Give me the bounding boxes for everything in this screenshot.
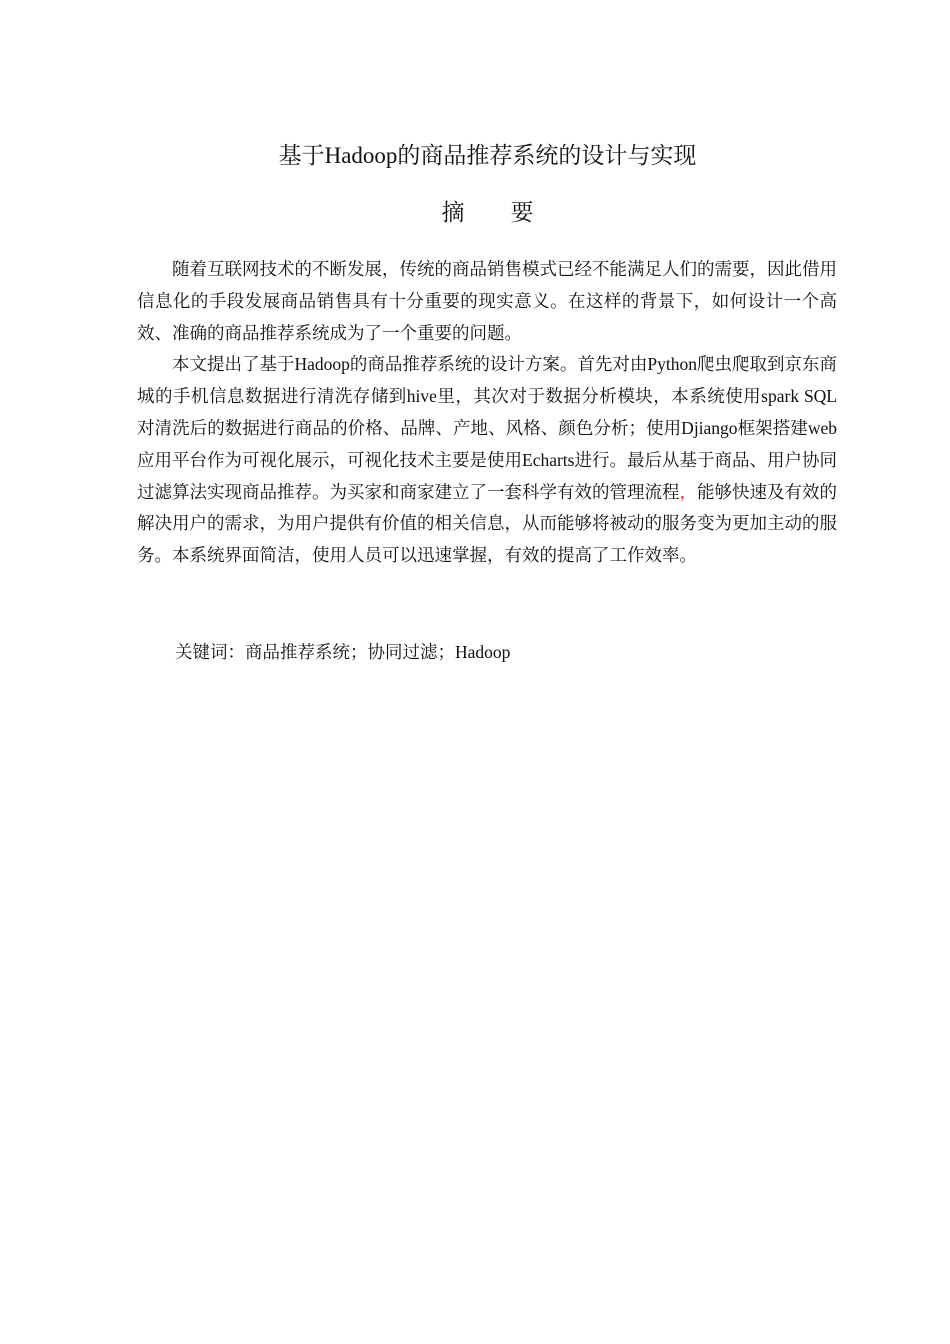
abstract-paragraph-1: 随着互联网技术的不断发展，传统的商品销售模式已经不能满足人们的需要，因此借用信息化的手段发展商品销售具有十分重要的现实意义。在这样的背景下，如何设计一个高效、准确的商品推荐系统成为了一个重要的问题。 (137, 259, 837, 343)
abstract-heading-char-2: 要 (510, 200, 534, 226)
abstract-paragraph-2-text-b: 能够快速及有效的解决用户的需求，为用户提供有价值的相关信息，从而能够将被动的服务变为更加主动的服务。本系统界面简洁，使用人员可以迅速掌握，有效的提高了工作效率。 (137, 481, 837, 566)
highlighted-comma: ， (679, 481, 697, 502)
abstract-body (137, 254, 837, 572)
abstract-paragraph-2-text-a: 本文提出了基于Hadoop的商品推荐系统的设计方案。首先对由Python爬虫爬取到京东商城的手机信息数据进行清洗存储到hive里，其次对于数据分析模块，本系统使用spark SQL对清洗后的数据进行商品的价格、品牌、产地、风格、颜色分析；使用Djiango框架搭建web应用平台作为可视化展示，可视化技术主要是使用Echarts进行。最后从基于商品、用户协同过滤算法实现商品推荐。为买家和商家建立了一套科学有效的管理流程 (137, 354, 837, 502)
paper-title: 基于Hadoop的商品推荐系统的设计与实现 (278, 143, 697, 168)
abstract-heading-char-1: 摘 (441, 200, 465, 226)
keywords-line: 关键词：商品推荐系统；协同过滤；Hadoop (175, 642, 511, 662)
abstract-heading (0, 197, 950, 229)
abstract-paragraph-2 (137, 349, 837, 572)
